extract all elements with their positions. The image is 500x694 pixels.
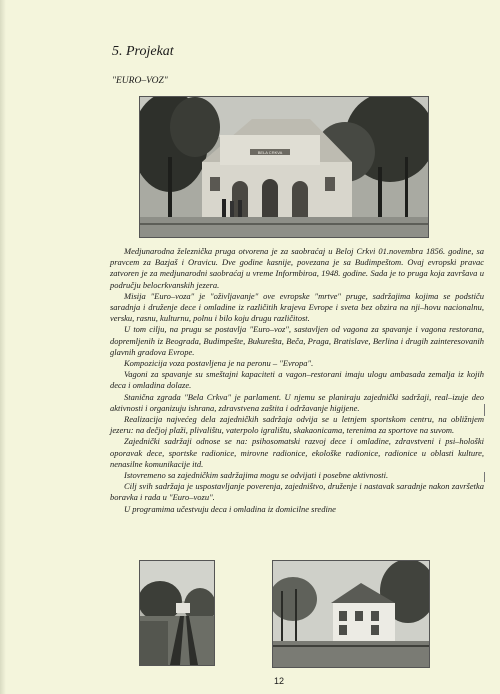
station-building-photo: [139, 96, 429, 238]
section-heading: 5. Projekat: [112, 44, 174, 59]
paragraph-wagons: Vagoni za spavanje su smeštajni kapaciteti a vagon–restorani imaju ulogu ambasada zemalja iz kojih deca i omladina dolaze.: [110, 369, 484, 391]
railway-tracks-photo: [139, 560, 215, 666]
paragraph-station-building: Stanična zgrada "Bela Crkva" je parlament. U njemu se planiraju zajednički sadržaji, real–izuje deo aktivnosti i organizuju ishrana, zdravstvena zaštita i održavanje higijene.: [110, 391, 484, 413]
paragraph-goal: Cilj svih sadržaja je uspostavljanje poverenja, zajedništvo, druženje i nastavak saradnje nakon završetka boravka i rada u "Euro–vozu".: [110, 481, 484, 503]
paragraph-participants: U programima učestvuju deca i omladina iz domicilne sredine: [124, 503, 336, 514]
page-edge-shadow: [0, 0, 6, 694]
paragraph-joint-content: Zajednički sadržaji odnose se na: psihosomatski razvoj dece i omladine, zdravstveni i psi–hološki oporavak dece, sportske radionice, mirovne radionice, ekološke radionice, radionice u oblasti kulture, nenasilne komunikacije itd.: [110, 436, 484, 469]
paragraph-sports-center: Realizacija najvećeg dela zajedničkih sadržaja odvija se u letnjem sportskom centru, na obližnjem jezeru: na dečjoj plaži, plivalištu, vaterpolo igralištu, skakaonicama, terenima za sportove na suvom.: [110, 414, 484, 436]
project-name: "EURO–VOZ": [112, 76, 168, 86]
paragraph-mission: Misija "Euro–voza" je "oživljavanje" ove evropske "mrtve" pruge, sadržajima kojima se podstiču saradnja i druženje dece i omladine iz različitih krajeva Evrope i sveta bez obzira na nji–hovu nacionalnu, versku, rasnu, kulturnu, polnu i bilo koju drugu različitost.: [110, 290, 484, 324]
margin-mark: [484, 404, 485, 416]
paragraph-special-activities: Istovremeno sa zajedničkim sadržajima mogu se odvijati i posebne aktivnosti.: [124, 470, 389, 481]
paragraph-platform: Kompozicija voza postavljena je na peronu – "Evropa".: [124, 358, 314, 369]
margin-mark: [484, 472, 485, 482]
paragraph-train-composition: U tom cilju, na prugu se postavlja "Euro–voz", sastavljen od vagona za spavanje i vagona restorana, dopremljenih iz Beograda, Budimpešte, Bukurešta, Beča, Praga, Bratislave, Berlina i drugih zainteresovanih glavnih gradova Evrope.: [110, 324, 484, 357]
paragraph-history: Medjunarodna železnička pruga otvorena je za saobraćaj u Beloj Crkvi 01.novembra 1856. godine, sa pravcem za Bazjaš i Oravicu. Dve godine kasnije, povezana je sa Budimpeštom. Ovaj evropski pravac zatvoren je za medjunarodni saobraćaj u vreme Informbiroa, 1948. godine. Sada je to pruga koja završava u području belocrkvanskih jezera.: [110, 246, 484, 290]
page-number: 12: [274, 676, 285, 686]
house-photo: [272, 560, 430, 668]
station-sign: BELA CRKVA: [257, 150, 283, 155]
body-text: [110, 246, 484, 515]
